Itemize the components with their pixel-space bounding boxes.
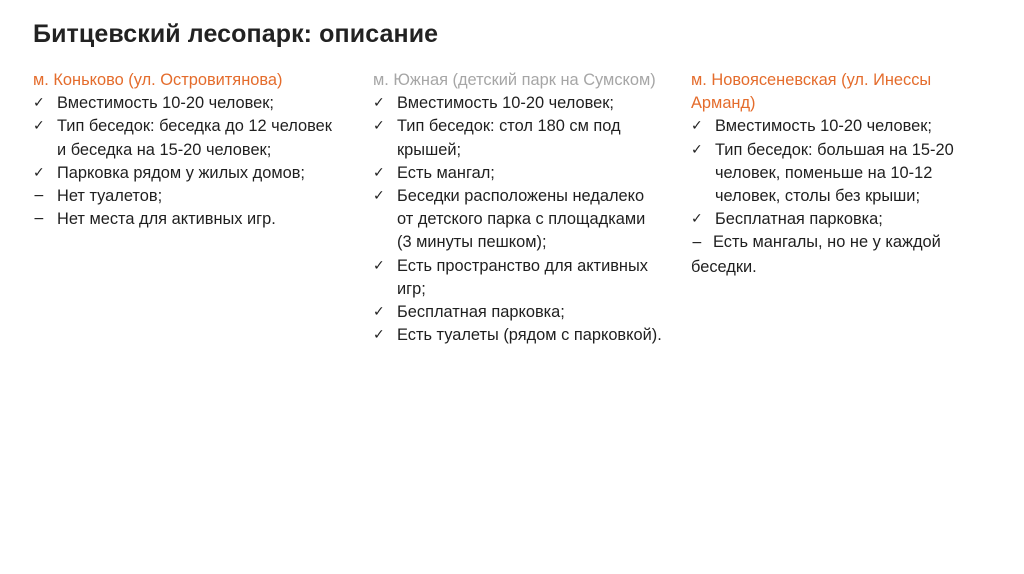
list-item-text: Нет места для активных игр. <box>57 210 276 229</box>
list-item <box>373 255 663 301</box>
list-item <box>691 115 991 138</box>
list-item <box>691 139 991 209</box>
column-heading: м. Южная (детский парк на Сумском) <box>373 71 656 89</box>
list-item-text: Беседки расположены недалеко от детского парка с площадками (3 минуты пешком); <box>397 187 646 252</box>
list-item <box>691 231 991 278</box>
column-heading: м. Новоясеневская (ул. Инессы Арманд) <box>691 71 932 113</box>
check-icon: ✓ <box>33 118 45 135</box>
list-item <box>33 208 333 231</box>
feature-list <box>691 115 991 278</box>
column-yuzhnaya <box>373 69 663 347</box>
check-icon: ✓ <box>691 211 703 228</box>
list-item <box>33 162 333 185</box>
list-item-text: Вместимость 10-20 человек; <box>715 117 932 136</box>
list-item-text: Есть туалеты (рядом с парковкой). <box>397 326 662 345</box>
check-icon: ✓ <box>373 164 385 181</box>
feature-list <box>33 92 333 231</box>
list-item <box>373 185 663 255</box>
list-item-text: Есть мангалы, но не у каждой беседки. <box>691 233 941 276</box>
list-item-text: Есть пространство для активных игр; <box>397 256 648 298</box>
list-item-text: Бесплатная парковка; <box>715 210 883 229</box>
list-item-text: Вместимость 10-20 человек; <box>57 94 274 113</box>
column-heading: м. Коньково (ул. Островитянова) <box>33 71 283 89</box>
list-item <box>373 115 663 161</box>
list-item <box>33 92 333 115</box>
column-konkovo <box>33 69 333 231</box>
page-title: Битцевский лесопарк: описание <box>33 20 439 48</box>
check-icon: ✓ <box>373 327 385 344</box>
list-item-text: Парковка рядом у жилых домов; <box>57 163 305 182</box>
dash-icon: − <box>691 235 703 252</box>
check-icon: ✓ <box>373 118 385 135</box>
dash-icon: − <box>33 211 45 228</box>
list-item-text: Есть мангал; <box>397 163 495 182</box>
check-icon: ✓ <box>373 95 385 112</box>
list-item <box>33 115 333 161</box>
list-item-text: Нет туалетов; <box>57 187 163 206</box>
column-novoyasenevskaya <box>691 69 991 279</box>
check-icon: ✓ <box>691 118 703 135</box>
check-icon: ✓ <box>691 141 703 158</box>
list-item-text: Бесплатная парковка; <box>397 303 565 322</box>
list-item-text: Тип беседок: большая на 15-20 человек, поменьше на 10-12 человек, столы без крыши; <box>715 140 954 206</box>
check-icon: ✓ <box>33 95 45 112</box>
list-item <box>373 92 663 115</box>
check-icon: ✓ <box>373 188 385 205</box>
list-item-text: Вместимость 10-20 человек; <box>397 94 614 113</box>
list-item <box>691 208 991 231</box>
list-item-text: Тип беседок: стол 180 см под крышей; <box>397 117 621 159</box>
list-item <box>373 324 663 347</box>
feature-list <box>373 92 663 347</box>
list-item <box>373 301 663 324</box>
list-item <box>373 162 663 185</box>
check-icon: ✓ <box>33 164 45 181</box>
dash-icon: − <box>33 188 45 205</box>
check-icon: ✓ <box>373 257 385 274</box>
list-item <box>33 185 333 208</box>
list-item-text: Тип беседок: беседка до 12 человек и беседка на 15-20 человек; <box>57 117 332 159</box>
check-icon: ✓ <box>373 304 385 321</box>
